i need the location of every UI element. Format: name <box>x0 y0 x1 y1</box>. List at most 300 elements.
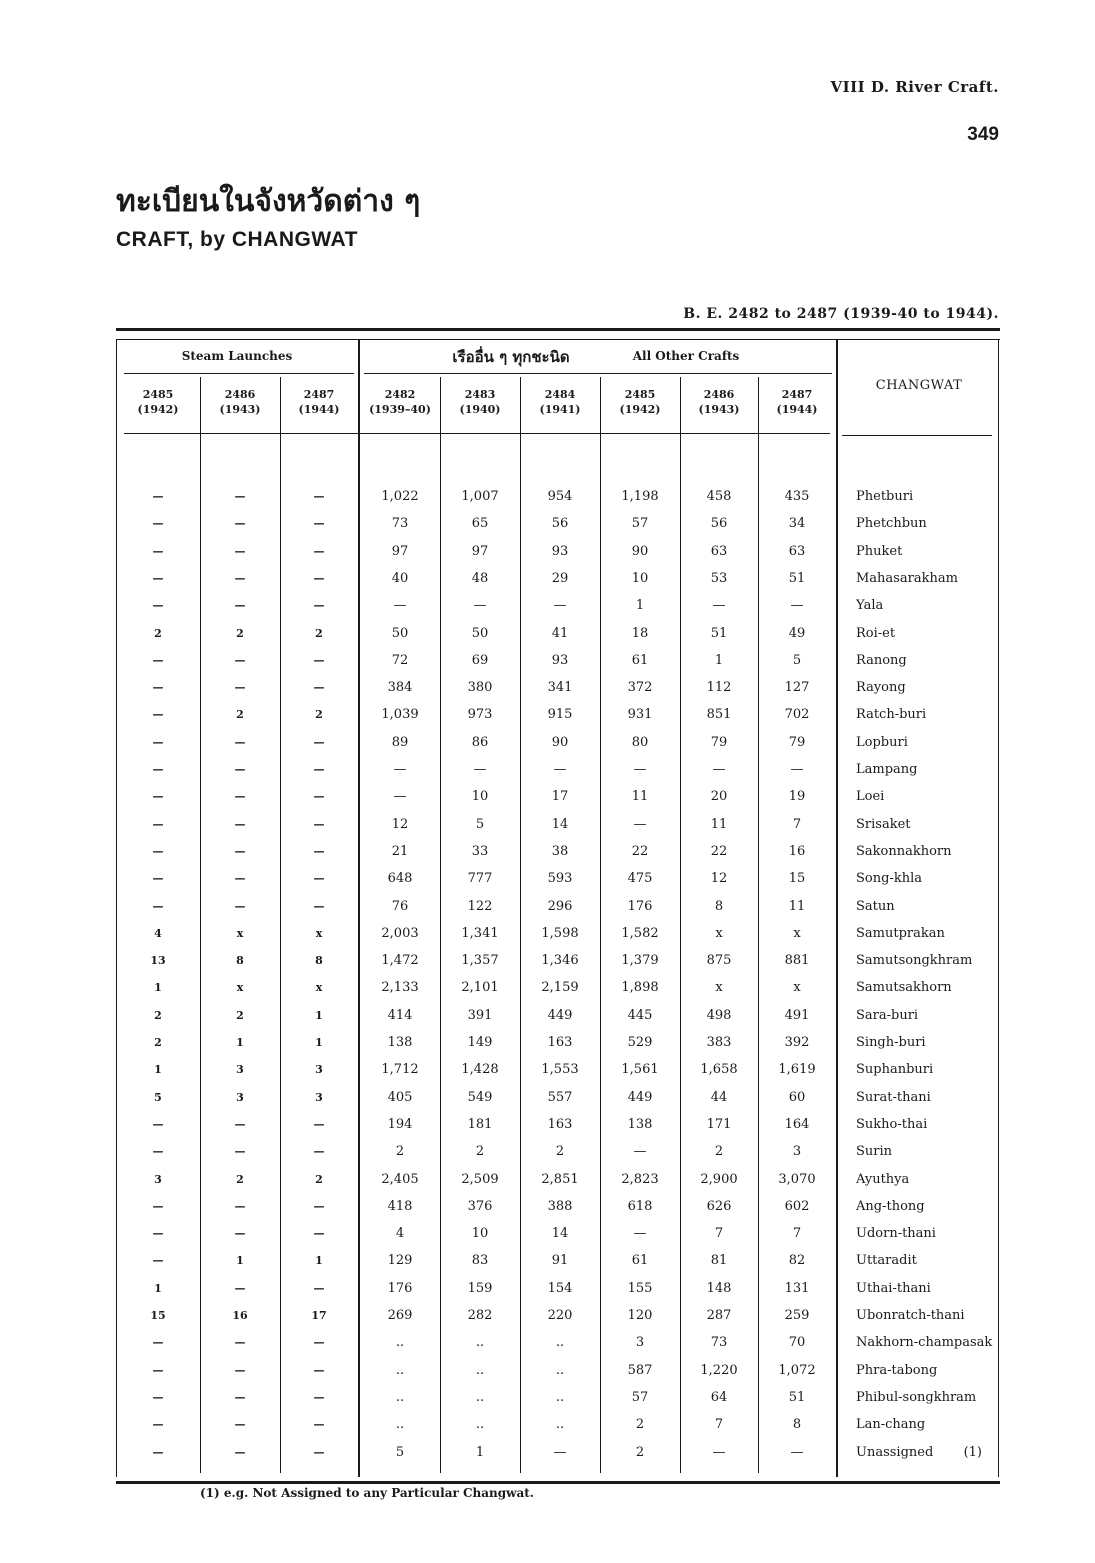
steam-cell: x <box>315 926 323 940</box>
other-craft-cell: 56 <box>710 516 728 532</box>
steam-cell: — <box>313 544 325 558</box>
steam-cell: — <box>152 571 164 585</box>
other-craft-cell: 2,405 <box>381 1171 419 1187</box>
steam-cell: — <box>152 1445 164 1459</box>
other-craft-cell: 414 <box>387 1007 413 1023</box>
other-craft-cell: 73 <box>710 1335 728 1351</box>
other-craft-cell: 2,900 <box>700 1171 738 1187</box>
other-craft-cell: 5 <box>475 816 485 832</box>
other-craft-cell: 626 <box>706 1198 732 1214</box>
steam-cell: — <box>313 571 325 585</box>
steam-cell: 15 <box>150 1309 166 1322</box>
column-year-be: 2484 <box>544 388 576 401</box>
table-row <box>116 620 1000 647</box>
other-craft-cell: 384 <box>387 680 413 696</box>
steam-cell: 2 <box>315 626 323 640</box>
other-craft-cell: 220 <box>547 1308 573 1323</box>
other-craft-cell: 3,070 <box>778 1171 816 1187</box>
other-craft-cell: 65 <box>471 516 489 532</box>
steam-cell: — <box>313 763 325 776</box>
other-craft-cell: 7 <box>792 816 802 832</box>
other-craft-cell: 154 <box>547 1280 573 1296</box>
steam-cell: — <box>234 790 246 804</box>
table-row <box>116 1357 1000 1384</box>
other-craft-cell: 1,220 <box>700 1362 738 1378</box>
other-craft-cell: 148 <box>706 1280 732 1296</box>
steam-cell: — <box>152 599 164 613</box>
changwat-name: Roi-et <box>856 625 896 641</box>
steam-cell: — <box>234 817 246 831</box>
other-craft-cell: 405 <box>387 1089 413 1105</box>
other-craft-cell: 20 <box>710 789 728 805</box>
other-craft-cell: 1,582 <box>621 925 659 941</box>
steam-cell: — <box>152 763 164 776</box>
other-craft-cell: 18 <box>631 625 649 641</box>
changwat-header: CHANGWAT <box>875 378 963 393</box>
steam-group-rule <box>124 373 354 374</box>
column-year-be: 2486 <box>703 388 735 401</box>
steam-cell: 1 <box>315 1036 323 1049</box>
other-craft-cell: 383 <box>706 1035 732 1050</box>
header-bottom-rule <box>124 433 830 434</box>
table-row <box>116 510 1000 537</box>
table-row <box>116 1411 1000 1438</box>
other-craft-cell: 34 <box>788 516 806 532</box>
other-craft-cell: 138 <box>627 1116 653 1132</box>
other-craft-cell: 529 <box>627 1035 653 1050</box>
changwat-name: Surin <box>856 1144 893 1160</box>
column-year-ce: (1942) <box>137 403 179 416</box>
other-craft-cell: 702 <box>784 707 810 723</box>
other-craft-cell: 931 <box>627 707 653 723</box>
other-craft-cell: 91 <box>551 1253 569 1269</box>
other-craft-cell: 22 <box>631 843 649 859</box>
other-craft-cell: 1,428 <box>461 1062 499 1078</box>
steam-cell: — <box>152 735 164 749</box>
other-craft-cell: 83 <box>471 1253 489 1269</box>
other-craft-cell: — <box>393 789 407 805</box>
steam-cell: 8 <box>236 954 244 968</box>
steam-cell: 2 <box>154 626 162 640</box>
changwat-name: Phetchbun <box>856 516 927 532</box>
changwat-name: Loei <box>856 789 885 805</box>
table-row <box>116 1056 1000 1083</box>
other-craft-cell: 14 <box>551 1226 569 1242</box>
other-craft-cell: 69 <box>471 652 489 668</box>
column-year-be: 2487 <box>303 388 335 401</box>
steam-cell: — <box>234 1227 246 1241</box>
other-craft-cell: 40 <box>391 570 409 586</box>
steam-cell: — <box>234 872 246 886</box>
steam-cell: — <box>152 817 164 831</box>
changwat-name: Mahasarakham <box>856 570 958 586</box>
column-year-be: 2483 <box>464 388 496 401</box>
other-craft-cell: 11 <box>788 898 806 914</box>
steam-cell: — <box>152 517 164 531</box>
other-craft-cell: 90 <box>631 543 649 559</box>
other-craft-cell: 90 <box>551 734 569 750</box>
other-craft-cell: 194 <box>387 1116 413 1132</box>
header-top-rule <box>116 339 1000 340</box>
other-craft-cell: 1,198 <box>621 489 659 504</box>
table-row <box>116 1111 1000 1138</box>
steam-cell: 13 <box>150 954 166 968</box>
other-craft-cell: 97 <box>471 543 489 559</box>
title-thai: ทะเบียนในจังหวัดต่าง ๆ <box>116 184 421 219</box>
steam-cell: 1 <box>315 1008 323 1022</box>
changwat-name: Lan-chang <box>856 1417 926 1433</box>
other-craft-cell: 1,658 <box>700 1062 738 1078</box>
table-row <box>116 1084 1000 1111</box>
other-craft-cell: 2 <box>555 1144 565 1160</box>
other-craft-cell: .. <box>555 1335 565 1351</box>
steam-cell: — <box>152 708 164 722</box>
other-craft-cell: 51 <box>788 1389 806 1405</box>
steam-cell: — <box>234 1336 246 1350</box>
other-craft-cell: .. <box>555 1417 565 1433</box>
steam-column-header <box>116 387 200 417</box>
other-craft-cell: — <box>790 1444 804 1460</box>
steam-cell: — <box>313 1390 325 1404</box>
other-craft-cell: 19 <box>788 789 806 805</box>
other-craft-cell: 648 <box>387 871 413 887</box>
table-row <box>116 838 1000 865</box>
other-craft-cell: 875 <box>706 953 732 969</box>
other-craft-cell: 93 <box>551 652 569 668</box>
steam-cell: — <box>234 1199 246 1213</box>
other-craft-cell: — <box>790 598 804 614</box>
other-craft-cell: 445 <box>627 1007 653 1023</box>
steam-cell: — <box>234 1445 246 1459</box>
other-craft-cell: 14 <box>551 816 569 832</box>
other-craft-cell: 777 <box>467 871 493 887</box>
other-craft-cell: 259 <box>784 1308 810 1323</box>
other-craft-cell: 1,039 <box>381 707 419 723</box>
steam-cell: — <box>234 899 246 913</box>
other-column-header <box>520 387 600 417</box>
steam-cell: — <box>313 1336 325 1350</box>
steam-cell: — <box>152 1145 164 1159</box>
other-craft-cell: 22 <box>710 843 728 859</box>
other-craft-cell: — <box>633 1226 647 1242</box>
steam-launches-header: Steam Launches <box>181 349 293 363</box>
steam-cell: — <box>152 899 164 913</box>
changwat-name: Lopburi <box>856 734 908 750</box>
other-craft-cell: 1 <box>475 1444 485 1460</box>
other-craft-cell: 2,823 <box>621 1171 659 1187</box>
changwat-name: Sukho-thai <box>856 1116 928 1132</box>
other-craft-cell: 181 <box>467 1116 493 1132</box>
column-year-ce: (1942) <box>619 403 661 416</box>
other-craft-cell: 287 <box>706 1308 732 1323</box>
steam-cell: — <box>234 844 246 858</box>
steam-cell: 2 <box>236 1008 244 1022</box>
other-craft-cell: 93 <box>551 543 569 559</box>
other-craft-cell: 48 <box>471 570 489 586</box>
page-number: 349 <box>967 124 999 145</box>
table-row <box>116 1247 1000 1274</box>
other-craft-cell: 11 <box>631 789 649 805</box>
changwat-name: Sara-buri <box>856 1007 919 1023</box>
other-craft-cell: x <box>715 980 723 996</box>
table-row <box>116 592 1000 619</box>
changwat-name: Surat-thani <box>856 1089 931 1105</box>
other-craft-cell: 1,619 <box>778 1062 816 1078</box>
column-year-be: 2485 <box>142 388 174 401</box>
other-craft-cell: 1,472 <box>381 953 419 969</box>
other-craft-cell: 2 <box>395 1144 405 1160</box>
other-craft-cell: 2 <box>714 1144 724 1160</box>
other-craft-cell: 12 <box>710 871 728 887</box>
other-craft-cell: — <box>473 762 487 777</box>
footnote-marker: (1) <box>963 1444 982 1460</box>
other-column-header <box>440 387 520 417</box>
other-craft-cell: 57 <box>631 516 649 532</box>
changwat-name: Samutprakan <box>856 925 945 941</box>
other-craft-cell: 1 <box>714 652 724 668</box>
table-row <box>116 893 1000 920</box>
steam-cell: 1 <box>236 1254 244 1268</box>
changwat-name: Satun <box>856 898 895 914</box>
other-group-rule <box>364 373 832 374</box>
steam-cell: — <box>313 599 325 613</box>
other-craft-cell: 57 <box>631 1389 649 1405</box>
other-craft-cell: 127 <box>784 680 810 696</box>
other-craft-cell: 1,598 <box>541 925 579 941</box>
steam-cell: — <box>234 599 246 613</box>
changwat-name: Phra-tabong <box>856 1362 938 1378</box>
steam-cell: 2 <box>154 1008 162 1022</box>
changwat-name: Ranong <box>856 652 907 668</box>
other-craft-cell: 602 <box>784 1198 810 1214</box>
other-craft-cell: 1,007 <box>461 489 499 504</box>
steam-cell: 2 <box>315 708 323 722</box>
other-craft-cell: 2,101 <box>461 980 499 996</box>
table-row <box>116 565 1000 592</box>
table-row <box>116 865 1000 892</box>
steam-cell: — <box>234 1390 246 1404</box>
other-craft-cell: 973 <box>467 707 493 723</box>
steam-cell: — <box>152 872 164 886</box>
other-craft-cell: 10 <box>631 570 649 586</box>
changwat-name: Ubonratch-thani <box>856 1308 965 1323</box>
other-craft-cell: 164 <box>784 1116 810 1132</box>
other-craft-cell: 8 <box>714 898 724 914</box>
other-column-header <box>600 387 680 417</box>
steam-cell: — <box>152 1199 164 1213</box>
other-crafts-thai-label: เรืออื่น ๆ ทุกชะนิด <box>452 348 570 366</box>
table-row <box>116 1166 1000 1193</box>
other-craft-cell: 86 <box>471 734 489 750</box>
other-craft-cell: 1,022 <box>381 489 419 504</box>
other-craft-cell: 60 <box>788 1089 806 1105</box>
steam-cell: — <box>234 1281 246 1295</box>
steam-cell: 1 <box>236 1036 244 1049</box>
column-year-ce: (1943) <box>698 403 740 416</box>
other-craft-cell: 56 <box>551 516 569 532</box>
other-craft-cell: 49 <box>788 625 806 641</box>
changwat-name: Samutsongkhram <box>856 953 973 969</box>
other-craft-cell: 112 <box>706 680 732 696</box>
other-craft-cell: 380 <box>467 680 493 696</box>
steam-cell: x <box>315 981 323 995</box>
other-craft-cell: 1,379 <box>621 953 659 969</box>
other-craft-cell: x <box>793 980 801 996</box>
other-craft-cell: 80 <box>631 734 649 750</box>
other-craft-cell: 458 <box>706 489 732 504</box>
steam-cell: — <box>152 1254 164 1268</box>
steam-cell: — <box>313 1117 325 1131</box>
steam-cell: — <box>234 517 246 531</box>
steam-cell: — <box>313 735 325 749</box>
steam-cell: 1 <box>154 1281 162 1295</box>
other-craft-cell: — <box>790 762 804 777</box>
other-craft-cell: 138 <box>387 1035 413 1050</box>
other-craft-cell: 38 <box>551 843 569 859</box>
other-craft-cell: .. <box>475 1335 485 1351</box>
steam-cell: 8 <box>315 954 323 968</box>
other-craft-cell: 89 <box>391 734 409 750</box>
other-craft-cell: — <box>553 762 567 777</box>
other-craft-cell: 33 <box>471 843 489 859</box>
other-craft-cell: 97 <box>391 543 409 559</box>
other-craft-cell: 2 <box>475 1144 485 1160</box>
other-craft-cell: 8 <box>792 1417 802 1433</box>
table-row <box>116 1275 1000 1302</box>
changwat-name: Srisaket <box>856 816 911 832</box>
steam-cell: — <box>152 1336 164 1350</box>
other-craft-cell: 435 <box>784 489 810 504</box>
other-craft-cell: 851 <box>706 707 732 723</box>
steam-cell: — <box>234 1117 246 1131</box>
other-craft-cell: 10 <box>471 789 489 805</box>
other-craft-cell: 491 <box>784 1007 810 1023</box>
steam-cell: 2 <box>236 708 244 722</box>
changwat-name: Unassigned <box>856 1444 934 1460</box>
steam-cell: 3 <box>236 1063 244 1077</box>
steam-cell: 3 <box>315 1090 323 1104</box>
other-craft-cell: — <box>393 598 407 614</box>
other-craft-cell: .. <box>555 1389 565 1405</box>
steam-cell: — <box>152 544 164 558</box>
other-craft-cell: 1,357 <box>461 953 499 969</box>
other-craft-cell: 3 <box>635 1335 645 1351</box>
column-year-be: 2487 <box>781 388 813 401</box>
other-craft-cell: 392 <box>784 1035 810 1050</box>
other-craft-cell: 11 <box>710 816 728 832</box>
other-craft-cell: 79 <box>788 734 806 750</box>
steam-cell: — <box>313 1145 325 1159</box>
steam-cell: — <box>152 490 164 503</box>
table-row <box>116 1002 1000 1029</box>
other-craft-cell: 76 <box>391 898 409 914</box>
other-column-header <box>680 387 758 417</box>
other-craft-cell: 1,072 <box>778 1362 816 1378</box>
table-row <box>116 483 1000 510</box>
other-craft-cell: .. <box>475 1389 485 1405</box>
steam-cell: — <box>234 763 246 776</box>
steam-cell: 17 <box>311 1309 327 1322</box>
column-year-ce: (1940) <box>459 403 501 416</box>
changwat-name: Sakonnakhorn <box>856 843 952 859</box>
other-craft-cell: x <box>715 925 723 941</box>
other-craft-cell: 50 <box>391 625 409 641</box>
other-craft-cell: 449 <box>627 1089 653 1105</box>
other-craft-cell: 5 <box>792 652 802 668</box>
column-year-be: 2482 <box>384 388 416 401</box>
other-craft-cell: 21 <box>391 843 409 859</box>
other-craft-cell: — <box>553 598 567 614</box>
other-column-header <box>360 387 440 417</box>
other-craft-cell: 79 <box>710 734 728 750</box>
other-craft-cell: 159 <box>467 1280 493 1296</box>
column-year-ce: (1944) <box>298 403 340 416</box>
other-craft-cell: 2,851 <box>541 1171 579 1187</box>
steam-cell: — <box>152 681 164 695</box>
other-craft-cell: 7 <box>792 1226 802 1242</box>
steam-cell: — <box>313 653 325 667</box>
other-craft-cell: 41 <box>551 625 569 641</box>
column-year-ce: (1939–40) <box>369 403 431 416</box>
steam-cell: — <box>234 681 246 695</box>
other-craft-cell: 2,003 <box>381 925 419 941</box>
steam-cell: 4 <box>154 926 162 940</box>
other-craft-cell: 1,341 <box>461 925 499 941</box>
other-craft-cell: 17 <box>551 789 569 805</box>
changwat-name: Samutsakhorn <box>856 980 952 996</box>
other-craft-cell: 418 <box>387 1198 413 1214</box>
other-craft-cell: 53 <box>710 570 728 586</box>
other-craft-cell: .. <box>395 1417 405 1433</box>
steam-cell: x <box>236 926 244 940</box>
other-craft-cell: .. <box>395 1335 405 1351</box>
other-craft-cell: 51 <box>710 625 728 641</box>
table-row <box>116 1138 1000 1165</box>
other-craft-cell: 131 <box>784 1280 810 1296</box>
other-craft-cell: 2 <box>635 1417 645 1433</box>
other-craft-cell: 12 <box>391 816 409 832</box>
other-craft-cell: 163 <box>547 1035 573 1050</box>
other-craft-cell: — <box>712 598 726 614</box>
changwat-name: Ang-thong <box>856 1198 925 1214</box>
changwat-name: Phibul-songkhram <box>856 1389 977 1405</box>
other-craft-cell: 61 <box>631 1253 649 1269</box>
steam-cell: — <box>313 1281 325 1295</box>
other-craft-cell: — <box>553 1444 567 1460</box>
steam-cell: — <box>313 844 325 858</box>
other-craft-cell: 269 <box>387 1308 413 1323</box>
table-row <box>116 729 1000 756</box>
table-row <box>116 1439 1000 1466</box>
steam-cell: — <box>313 1418 325 1432</box>
steam-cell: — <box>313 1199 325 1213</box>
other-craft-cell: 70 <box>788 1335 806 1351</box>
other-craft-cell: 4 <box>395 1226 405 1242</box>
period-label: B. E. 2482 to 2487 (1939-40 to 1944). <box>683 306 999 322</box>
column-year-ce: (1943) <box>219 403 261 416</box>
other-craft-cell: — <box>473 598 487 614</box>
steam-cell: — <box>152 1117 164 1131</box>
table-row <box>116 947 1000 974</box>
table-row <box>116 674 1000 701</box>
other-craft-cell: — <box>712 762 726 777</box>
other-craft-cell: — <box>393 762 407 777</box>
steam-cell: 2 <box>315 1172 323 1186</box>
changwat-name: Singh-buri <box>856 1035 926 1050</box>
changwat-name: Uttaradit <box>856 1253 917 1269</box>
steam-cell: — <box>152 1363 164 1377</box>
other-craft-cell: 881 <box>784 953 810 969</box>
